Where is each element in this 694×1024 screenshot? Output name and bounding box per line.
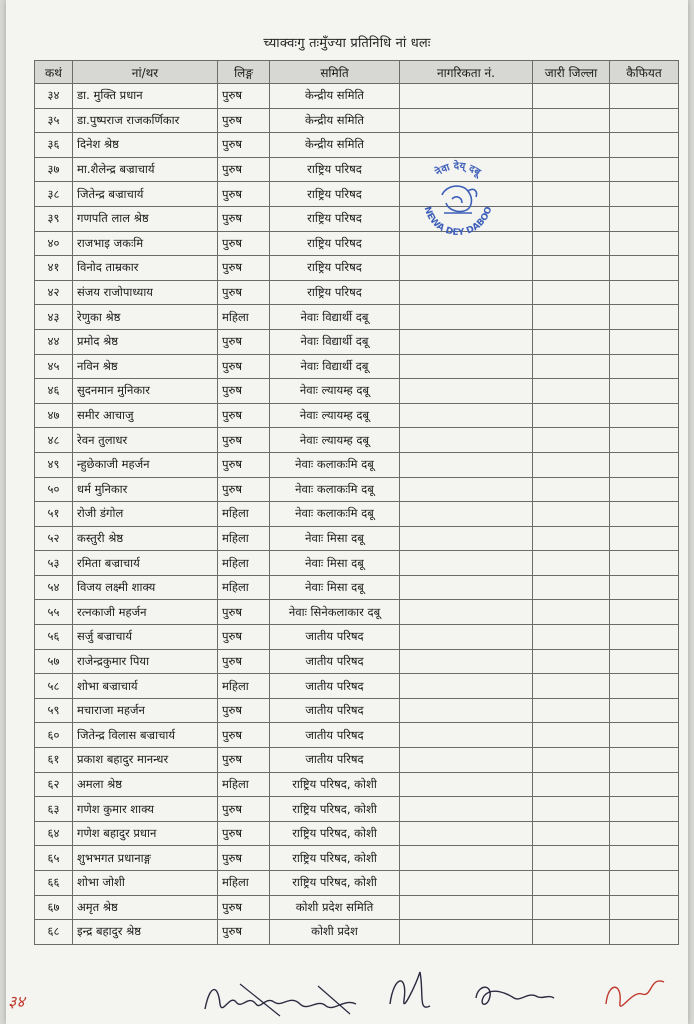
row-committee: राष्ट्रिय परिषद, कोशी <box>270 797 400 822</box>
row-gender: पुरुष <box>218 379 270 404</box>
row-name: जितेन्द्र बज्राचार्य <box>73 182 218 207</box>
row-committee: राष्ट्रिय परिषद <box>270 206 400 231</box>
row-gender: पुरुष <box>218 797 270 822</box>
row-remarks <box>610 551 679 576</box>
row-name: प्रमोद श्रेष्ठ <box>73 329 218 354</box>
row-gender: पुरुष <box>218 452 270 477</box>
row-remarks <box>610 625 679 650</box>
row-district <box>533 674 610 699</box>
row-committee: राष्ट्रिय परिषद, कोशी <box>270 871 400 896</box>
table-row <box>35 403 679 428</box>
row-district <box>533 625 610 650</box>
row-gender: महिला <box>218 772 270 797</box>
row-district <box>533 846 610 871</box>
row-number: ५३ <box>35 551 73 576</box>
row-citizenship <box>400 526 533 551</box>
stamp-text-bottom: NEWA DEY DABOO <box>421 205 495 239</box>
row-name: समीर आचाजु <box>73 403 218 428</box>
row-gender: पुरुष <box>218 329 270 354</box>
row-number: ४९ <box>35 452 73 477</box>
row-district <box>533 871 610 896</box>
row-committee: केन्द्रीय समिति <box>270 133 400 158</box>
row-remarks <box>610 748 679 773</box>
row-citizenship <box>400 551 533 576</box>
table-row <box>35 895 679 920</box>
row-name: जितेन्द्र विलास बज्राचार्य <box>73 723 218 748</box>
row-remarks <box>610 305 679 330</box>
row-district <box>533 108 610 133</box>
row-remarks <box>610 108 679 133</box>
row-district <box>533 452 610 477</box>
row-committee: राष्ट्रिय परिषद <box>270 231 400 256</box>
row-gender: पुरुष <box>218 477 270 502</box>
row-committee: नेवाः ल्यायम्ह दबू <box>270 379 400 404</box>
row-gender: पुरुष <box>218 84 270 109</box>
row-district <box>533 256 610 281</box>
row-gender: महिला <box>218 551 270 576</box>
table-row <box>35 821 679 846</box>
handwritten-page-number: ३४ <box>8 992 25 1011</box>
row-number: ५४ <box>35 575 73 600</box>
header-remarks: कैफियत <box>610 61 679 84</box>
row-gender: पुरुष <box>218 182 270 207</box>
row-name: अमला श्रेष्ठ <box>73 772 218 797</box>
row-remarks <box>610 403 679 428</box>
row-citizenship <box>400 477 533 502</box>
row-gender: पुरुष <box>218 920 270 945</box>
row-name: गणेश कुमार शाक्य <box>73 797 218 822</box>
signature-1 <box>200 964 365 1024</box>
row-remarks <box>610 821 679 846</box>
row-citizenship <box>400 428 533 453</box>
row-remarks <box>610 772 679 797</box>
row-citizenship <box>400 84 533 109</box>
row-citizenship <box>400 821 533 846</box>
table-row <box>35 280 679 305</box>
row-name: रेणुका श्रेष्ठ <box>73 305 218 330</box>
row-committee: नेवाः कलाकःमि दबू <box>270 452 400 477</box>
row-name: रेवन तुलाधर <box>73 428 218 453</box>
header-citizenship: नागरिकता नं. <box>400 61 533 84</box>
table-header-row <box>35 61 679 84</box>
row-citizenship <box>400 649 533 674</box>
row-district <box>533 231 610 256</box>
table-row <box>35 477 679 502</box>
row-number: ६५ <box>35 846 73 871</box>
row-citizenship <box>400 305 533 330</box>
row-name: कस्तुरी श्रेष्ठ <box>73 526 218 551</box>
row-citizenship <box>400 379 533 404</box>
table-row <box>35 502 679 527</box>
row-committee: नेवाः ल्यायम्ह दबू <box>270 428 400 453</box>
table-row <box>35 256 679 281</box>
row-district <box>533 821 610 846</box>
row-district <box>533 920 610 945</box>
row-remarks <box>610 452 679 477</box>
table-row <box>35 108 679 133</box>
row-remarks <box>610 206 679 231</box>
row-name: दिनेश श्रेष्ठ <box>73 133 218 158</box>
row-number: ६३ <box>35 797 73 822</box>
row-remarks <box>610 600 679 625</box>
row-district <box>533 157 610 182</box>
row-citizenship <box>400 280 533 305</box>
table-row <box>35 846 679 871</box>
row-citizenship <box>400 108 533 133</box>
row-district <box>533 723 610 748</box>
signature-4 <box>598 964 670 1024</box>
row-name: धर्म मुनिकार <box>73 477 218 502</box>
row-gender: पुरुष <box>218 748 270 773</box>
row-gender: पुरुष <box>218 625 270 650</box>
row-remarks <box>610 182 679 207</box>
row-citizenship <box>400 846 533 871</box>
table-row <box>35 354 679 379</box>
row-citizenship <box>400 256 533 281</box>
row-number: ४८ <box>35 428 73 453</box>
row-citizenship <box>400 329 533 354</box>
row-name: शोभा बज्राचार्य <box>73 674 218 699</box>
row-number: ६६ <box>35 871 73 896</box>
row-name: शुभभगत प्रधानाङ्ग <box>73 846 218 871</box>
table-row <box>35 723 679 748</box>
row-gender: पुरुष <box>218 133 270 158</box>
row-number: ४१ <box>35 256 73 281</box>
table-row <box>35 428 679 453</box>
row-district <box>533 329 610 354</box>
stamp-text-top: नेवा देय् दबू <box>433 160 483 179</box>
row-district <box>533 354 610 379</box>
row-committee: जातीय परिषद <box>270 625 400 650</box>
row-citizenship <box>400 920 533 945</box>
table-row <box>35 379 679 404</box>
stamp-emblem-icon <box>442 186 477 213</box>
row-name: रमिता बज्राचार्य <box>73 551 218 576</box>
row-number: ४२ <box>35 280 73 305</box>
row-district <box>533 133 610 158</box>
row-district <box>533 206 610 231</box>
row-district <box>533 698 610 723</box>
header-district: जारी जिल्ला <box>533 61 610 84</box>
row-district <box>533 379 610 404</box>
row-district <box>533 797 610 822</box>
row-number: ३४ <box>35 84 73 109</box>
row-gender: पुरुष <box>218 649 270 674</box>
row-remarks <box>610 477 679 502</box>
row-committee: राष्ट्रिय परिषद <box>270 157 400 182</box>
row-citizenship <box>400 797 533 822</box>
row-citizenship <box>400 600 533 625</box>
row-district <box>533 649 610 674</box>
row-committee: राष्ट्रिय परिषद <box>270 256 400 281</box>
row-committee: नेवाः विद्यार्थी दबू <box>270 354 400 379</box>
organization-stamp <box>412 155 504 247</box>
header-gender: लिङ्ग <box>218 61 270 84</box>
table-row <box>35 206 679 231</box>
row-gender: पुरुष <box>218 895 270 920</box>
table-row <box>35 625 679 650</box>
row-number: ६० <box>35 723 73 748</box>
row-gender: महिला <box>218 526 270 551</box>
row-number: ४७ <box>35 403 73 428</box>
row-remarks <box>610 329 679 354</box>
row-gender: महिला <box>218 575 270 600</box>
row-remarks <box>610 846 679 871</box>
row-gender: महिला <box>218 674 270 699</box>
row-district <box>533 895 610 920</box>
row-name: राजभाइ जकःमि <box>73 231 218 256</box>
row-name: नविन श्रेष्ठ <box>73 354 218 379</box>
row-name: मचाराजा महर्जन <box>73 698 218 723</box>
row-citizenship <box>400 895 533 920</box>
row-citizenship <box>400 625 533 650</box>
row-citizenship <box>400 354 533 379</box>
table-row <box>35 305 679 330</box>
row-name: गणपति लाल श्रेष्ठ <box>73 206 218 231</box>
table-row <box>35 920 679 945</box>
table-row <box>35 551 679 576</box>
table-row <box>35 871 679 896</box>
table-row <box>35 797 679 822</box>
row-district <box>533 772 610 797</box>
table-row <box>35 600 679 625</box>
row-remarks <box>610 428 679 453</box>
table-row <box>35 157 679 182</box>
row-committee: राष्ट्रिय परिषद, कोशी <box>270 821 400 846</box>
row-citizenship <box>400 452 533 477</box>
row-citizenship <box>400 575 533 600</box>
row-remarks <box>610 895 679 920</box>
row-name: शोभा जोशी <box>73 871 218 896</box>
row-remarks <box>610 280 679 305</box>
row-remarks <box>610 674 679 699</box>
row-gender: पुरुष <box>218 600 270 625</box>
row-remarks <box>610 133 679 158</box>
row-name: विनोद ताम्रकार <box>73 256 218 281</box>
row-number: ५९ <box>35 698 73 723</box>
row-citizenship <box>400 723 533 748</box>
row-number: ४६ <box>35 379 73 404</box>
row-number: ४० <box>35 231 73 256</box>
row-remarks <box>610 84 679 109</box>
row-number: ६८ <box>35 920 73 945</box>
row-remarks <box>610 920 679 945</box>
row-number: ५२ <box>35 526 73 551</box>
row-number: ५८ <box>35 674 73 699</box>
row-remarks <box>610 379 679 404</box>
row-committee: नेवाः मिसा दबू <box>270 575 400 600</box>
row-committee: नेवाः सिनेकलाकार दबू <box>270 600 400 625</box>
row-committee: जातीय परिषद <box>270 698 400 723</box>
table-row <box>35 575 679 600</box>
row-district <box>533 477 610 502</box>
row-name: संजय राजोपाध्याय <box>73 280 218 305</box>
row-number: ५० <box>35 477 73 502</box>
row-citizenship <box>400 748 533 773</box>
row-number: ३६ <box>35 133 73 158</box>
row-number: ५५ <box>35 600 73 625</box>
row-district <box>533 305 610 330</box>
row-district <box>533 403 610 428</box>
row-name: डा.पुष्पराज राजकर्णिकार <box>73 108 218 133</box>
row-remarks <box>610 354 679 379</box>
row-citizenship <box>400 674 533 699</box>
row-remarks <box>610 698 679 723</box>
row-remarks <box>610 157 679 182</box>
row-committee: कोशी प्रदेश समिति <box>270 895 400 920</box>
table-row <box>35 748 679 773</box>
row-district <box>533 551 610 576</box>
svg-text:नेवा देय् दबू <box>432 159 484 180</box>
row-name: राजेन्द्रकुमार पिया <box>73 649 218 674</box>
row-committee: केन्द्रीय समिति <box>270 108 400 133</box>
row-gender: पुरुष <box>218 723 270 748</box>
row-citizenship <box>400 133 533 158</box>
row-gender: पुरुष <box>218 403 270 428</box>
row-district <box>533 280 610 305</box>
table-row <box>35 452 679 477</box>
row-number: ४४ <box>35 329 73 354</box>
row-district <box>533 575 610 600</box>
header-committee: समिति <box>270 61 400 84</box>
row-number: ५१ <box>35 502 73 527</box>
header-name: नां/थर <box>73 61 218 84</box>
row-district <box>533 526 610 551</box>
row-name: विजय लक्ष्मी शाक्य <box>73 575 218 600</box>
row-remarks <box>610 502 679 527</box>
row-remarks <box>610 797 679 822</box>
row-name: न्हुछेकाजी महर्जन <box>73 452 218 477</box>
row-committee: जातीय परिषद <box>270 723 400 748</box>
row-number: ४५ <box>35 354 73 379</box>
row-district <box>533 748 610 773</box>
row-name: मा.शैलेन्द्र बज्राचार्य <box>73 157 218 182</box>
row-number: ३९ <box>35 206 73 231</box>
row-gender: पुरुष <box>218 231 270 256</box>
row-gender: पुरुष <box>218 821 270 846</box>
signature-3 <box>468 964 558 1024</box>
row-citizenship <box>400 403 533 428</box>
table-row <box>35 772 679 797</box>
row-number: ४३ <box>35 305 73 330</box>
row-committee: नेवाः कलाकःमि दबू <box>270 477 400 502</box>
row-name: इन्द्र बहादुर श्रेष्ठ <box>73 920 218 945</box>
row-citizenship <box>400 772 533 797</box>
row-gender: पुरुष <box>218 354 270 379</box>
row-number: ३७ <box>35 157 73 182</box>
row-district <box>533 84 610 109</box>
row-number: ६२ <box>35 772 73 797</box>
row-name: गणेश बहादुर प्रधान <box>73 821 218 846</box>
row-gender: महिला <box>218 502 270 527</box>
delegate-table <box>34 60 679 945</box>
row-name: डा. मुक्ति प्रधान <box>73 84 218 109</box>
row-gender: पुरुष <box>218 256 270 281</box>
row-committee: केन्द्रीय समिति <box>270 84 400 109</box>
row-number: ३८ <box>35 182 73 207</box>
row-gender: पुरुष <box>218 108 270 133</box>
row-gender: पुरुष <box>218 846 270 871</box>
table-row <box>35 526 679 551</box>
row-committee: नेवाः मिसा दबू <box>270 551 400 576</box>
row-district <box>533 182 610 207</box>
table-row <box>35 329 679 354</box>
header-num: कथं <box>35 61 73 84</box>
row-district <box>533 600 610 625</box>
table-row <box>35 133 679 158</box>
row-name: सर्जु बज्राचार्य <box>73 625 218 650</box>
row-name: रत्नकाजी महर्जन <box>73 600 218 625</box>
row-name: प्रकाश बहादुर मानन्धर <box>73 748 218 773</box>
table-row <box>35 84 679 109</box>
row-remarks <box>610 256 679 281</box>
row-committee: नेवाः मिसा दबू <box>270 526 400 551</box>
row-citizenship <box>400 871 533 896</box>
signature-2 <box>380 964 440 1024</box>
row-district <box>533 428 610 453</box>
row-committee: जातीय परिषद <box>270 649 400 674</box>
row-committee: राष्ट्रिय परिषद, कोशी <box>270 772 400 797</box>
row-remarks <box>610 723 679 748</box>
page-title: च्याक्वःगु तःमुँज्या प्रतिनिधि नां धलः <box>263 36 431 51</box>
row-number: ५६ <box>35 625 73 650</box>
row-committee: नेवाः विद्यार्थी दबू <box>270 329 400 354</box>
row-number: ६४ <box>35 821 73 846</box>
row-committee: नेवाः कलाकःमि दबू <box>270 502 400 527</box>
row-remarks <box>610 231 679 256</box>
row-citizenship <box>400 502 533 527</box>
row-gender: पुरुष <box>218 428 270 453</box>
table-row <box>35 182 679 207</box>
row-remarks <box>610 526 679 551</box>
row-name: अमृत श्रेष्ठ <box>73 895 218 920</box>
row-number: ३५ <box>35 108 73 133</box>
row-remarks <box>610 871 679 896</box>
table-row <box>35 674 679 699</box>
row-remarks <box>610 649 679 674</box>
row-gender: महिला <box>218 305 270 330</box>
row-number: ५७ <box>35 649 73 674</box>
row-committee: राष्ट्रिय परिषद <box>270 182 400 207</box>
row-gender: पुरुष <box>218 280 270 305</box>
row-number: ६७ <box>35 895 73 920</box>
table-row <box>35 649 679 674</box>
row-name: रोजी डंगोल <box>73 502 218 527</box>
row-committee: जातीय परिषद <box>270 674 400 699</box>
row-number: ६१ <box>35 748 73 773</box>
row-gender: पुरुष <box>218 206 270 231</box>
table-row <box>35 231 679 256</box>
row-committee: नेवाः विद्यार्थी दबू <box>270 305 400 330</box>
svg-text:NEWA DEY DABOO <box>422 205 495 238</box>
row-committee: नेवाः ल्यायम्ह दबू <box>270 403 400 428</box>
row-gender: पुरुष <box>218 698 270 723</box>
row-committee: राष्ट्रिय परिषद <box>270 280 400 305</box>
row-gender: पुरुष <box>218 157 270 182</box>
row-committee: जातीय परिषद <box>270 748 400 773</box>
row-committee: कोशी प्रदेश <box>270 920 400 945</box>
row-gender: महिला <box>218 871 270 896</box>
row-remarks <box>610 575 679 600</box>
row-name: सुदनमान मुनिकार <box>73 379 218 404</box>
row-committee: राष्ट्रिय परिषद, कोशी <box>270 846 400 871</box>
row-citizenship <box>400 698 533 723</box>
row-district <box>533 502 610 527</box>
table-row <box>35 698 679 723</box>
